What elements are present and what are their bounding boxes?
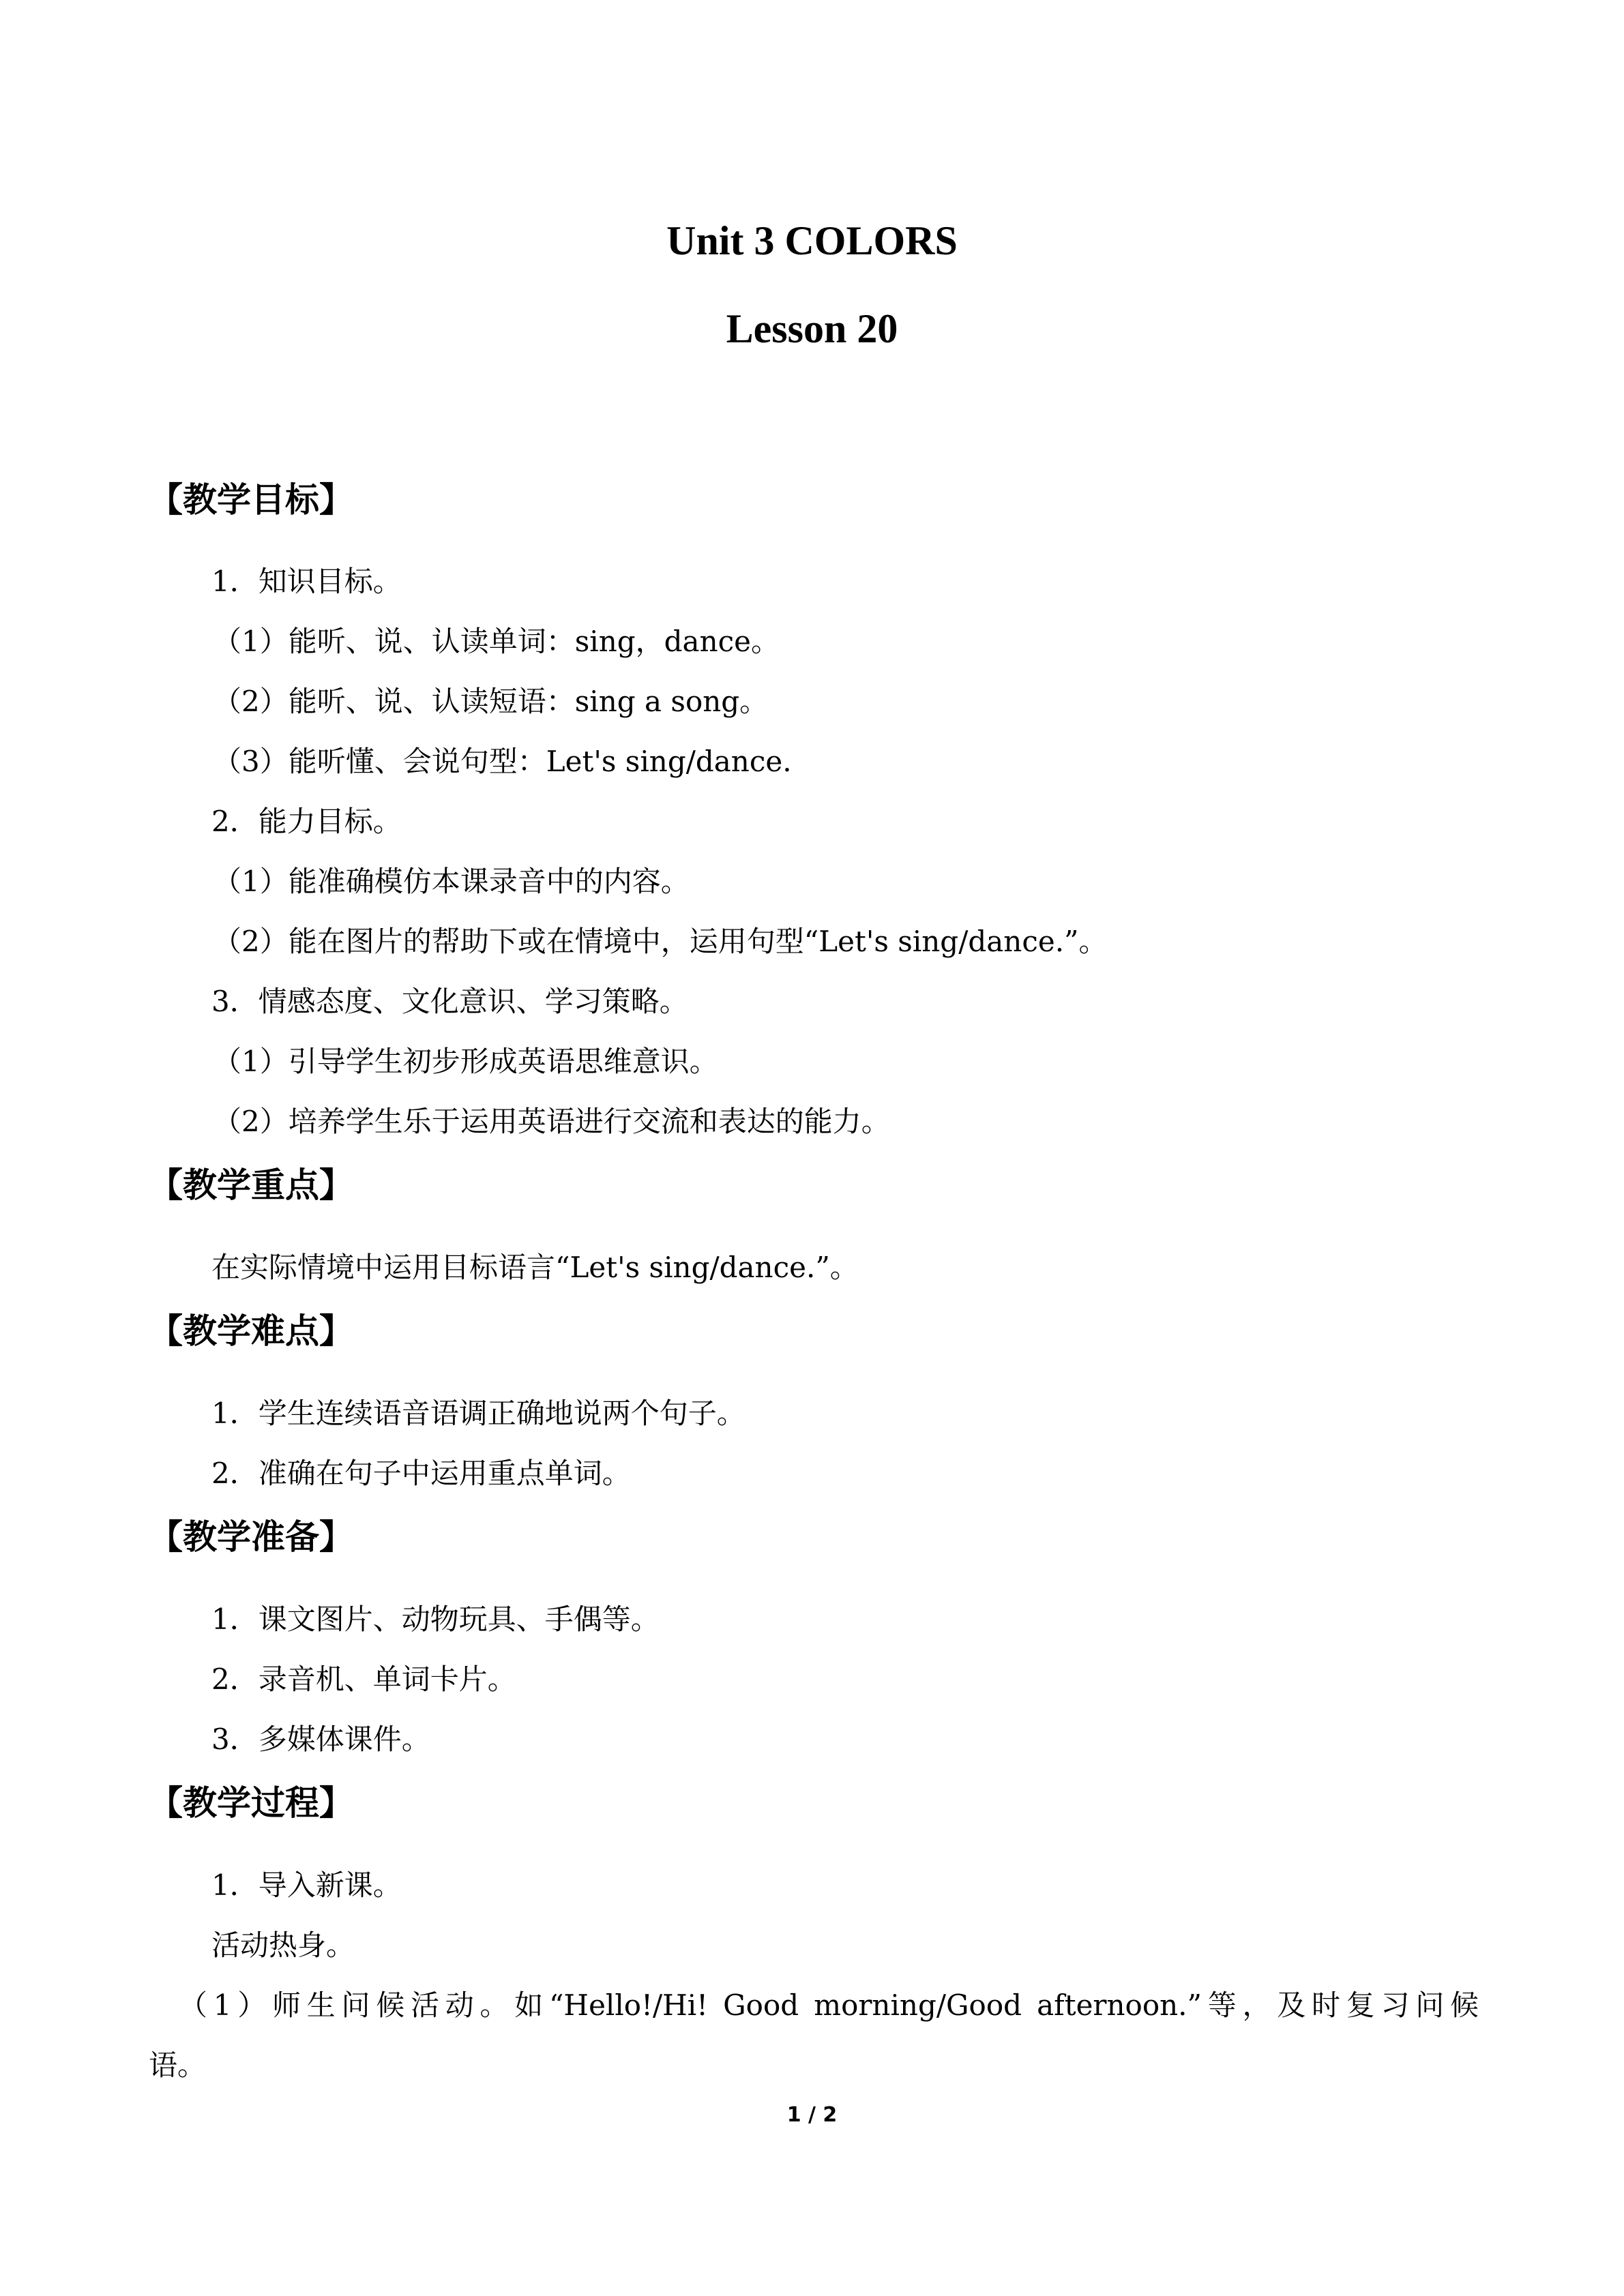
preparation-line: 2．录音机、单词卡片。 bbox=[211, 1663, 516, 1696]
objective-line: （2）能听、说、认读短语：sing a song。 bbox=[213, 685, 769, 718]
objective-line: （1）能准确模仿本课录音中的内容。 bbox=[213, 865, 690, 898]
objective-line: （1）引导学生初步形成英语思维意识。 bbox=[213, 1045, 718, 1078]
page-number: 1 / 2 bbox=[786, 2103, 838, 2127]
section-heading-difficulties: 【教学难点】 bbox=[149, 1311, 353, 1351]
objective-line: （1）能听、说、认读单词：sing，dance。 bbox=[213, 625, 780, 658]
section-heading-objectives: 【教学目标】 bbox=[149, 480, 353, 520]
document-subtitle: Lesson 20 bbox=[726, 306, 898, 351]
process-line: 活动热身。 bbox=[211, 1928, 355, 1962]
process-line: 语。 bbox=[149, 2048, 207, 2082]
objective-line: 1．知识目标。 bbox=[211, 565, 402, 598]
difficulty-line: 1．学生连续语音语调正确地说两个句子。 bbox=[211, 1397, 745, 1430]
process-line: （1）师生问候活动。如“Hello!/Hi! Good morning/Good afternoon.”等，及时复习问候 bbox=[179, 1988, 1479, 2022]
objective-line: 3．情感态度、文化意识、学习策略。 bbox=[211, 985, 688, 1018]
preparation-line: 3．多媒体课件。 bbox=[211, 1723, 430, 1756]
objective-line: 2．能力目标。 bbox=[211, 805, 402, 838]
key-point-line: 在实际情境中运用目标语言“Let's sing/dance.”。 bbox=[211, 1251, 859, 1284]
process-line: 1．导入新课。 bbox=[211, 1868, 402, 1902]
objective-line: （2）培养学生乐于运用英语进行交流和表达的能力。 bbox=[213, 1105, 890, 1138]
section-heading-preparation: 【教学准备】 bbox=[149, 1517, 353, 1557]
section-heading-key-points: 【教学重点】 bbox=[149, 1165, 353, 1205]
objective-line: （2）能在图片的帮助下或在情境中，运用句型“Let's sing/dance.”。 bbox=[213, 925, 1108, 958]
preparation-line: 1．课文图片、动物玩具、手偶等。 bbox=[211, 1602, 660, 1636]
difficulty-line: 2．准确在句子中运用重点单词。 bbox=[211, 1457, 631, 1490]
objective-line: （3）能听懂、会说句型：Let's sing/dance. bbox=[213, 745, 792, 778]
section-heading-process: 【教学过程】 bbox=[149, 1783, 353, 1823]
document-title: Unit 3 COLORS bbox=[666, 218, 958, 263]
